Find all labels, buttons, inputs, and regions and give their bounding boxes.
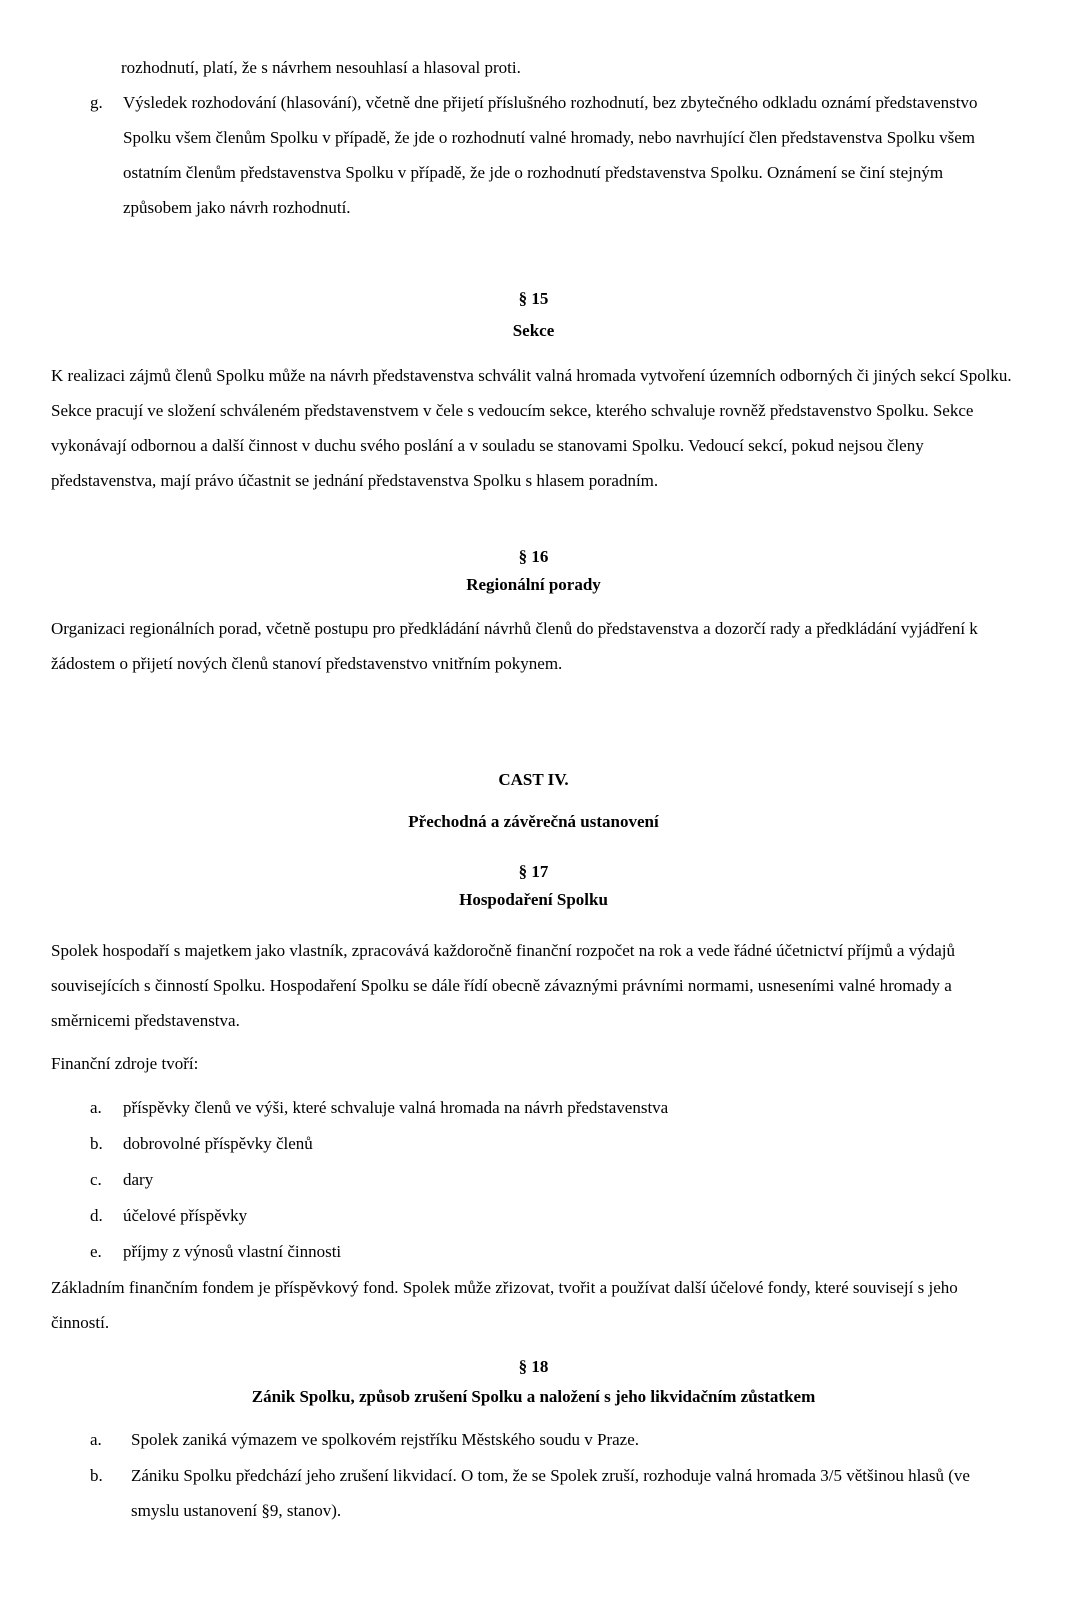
list-marker: a. [90,1430,102,1449]
section-number-17: § 17 [518,862,549,881]
list-item-text: Zániku Spolku předchází jeho zrušení likvidací. O tom, že se Spolek zruší, rozhoduje valná hromada 3/5 většinou hlasů (ve smyslu ustanovení §9, stanov). [131,1466,970,1520]
dissolution-list [51,1422,1016,1528]
section-title-16: Regionální porady [466,575,601,594]
list-item-text: dary [123,1170,154,1189]
list-marker: c. [90,1170,102,1189]
section-title-17: Hospodaření Spolku [459,890,608,909]
list-marker: e. [90,1242,102,1261]
list-item-text: dobrovolné příspěvky členů [123,1134,313,1153]
list-marker: a. [90,1098,102,1117]
list-marker: d. [90,1206,103,1225]
list-item-text: Spolek zaniká výmazem ve spolkovém rejstříku Městského soudu v Praze. [131,1430,639,1449]
part-4-title: CAST IV. [498,770,569,789]
section-number-18: § 18 [518,1357,549,1376]
paragraph-continuation: rozhodnutí, platí, že s návrhem nesouhlasí a hlasoval proti. [121,58,521,77]
section-title-15: Sekce [512,321,555,340]
list-item [90,1422,1016,1457]
list-item [90,1458,1016,1528]
section-title-18: Zánik Spolku, způsob zrušení Spolku a naložení s jeho likvidačním zůstatkem [251,1387,816,1406]
section-16-body: Organizaci regionálních porad, včetně postupu pro předkládání návrhů členů do představenstva a dozorčí rady a předkládání vyjádření k žádostem o přijetí nových členů stanoví představenstvo vnitřním pokynem. [51,619,978,673]
list-item-text: příjmy z výnosů vlastní činnosti [123,1242,342,1261]
list-item-g [90,85,1016,225]
list-item [90,1198,1016,1233]
list-marker: b. [90,1134,103,1153]
list-marker: b. [90,1466,103,1485]
list-item [90,1162,1016,1197]
section-number-15: § 15 [518,289,549,308]
finance-list [51,1090,1016,1269]
list-item [90,1234,1016,1269]
list-item-text: účelové příspěvky [123,1206,248,1225]
list-item-text: Výsledek rozhodování (hlasování), včetně dne přijetí příslušného rozhodnutí, bez zbytečného odkladu oznámí představenstvo Spolku všem členům Spolku v případě, že jde o rozhodnutí valné hromady, nebo navrhující člen představenstva Spolku všem ostatním členům představenstva Spolku v případě, že jde o rozhodnutí představenstva Spolku. Oznámení se činí stejným způsobem jako návrh rozhodnutí. [123,93,978,217]
list-marker: g. [90,93,103,112]
finance-intro: Finanční zdroje tvoří: [51,1054,199,1073]
funds-note: Základním finančním fondem je příspěvkový fond. Spolek může zřizovat, tvořit a používat další účelové fondy, které souvisejí s jeho činností. [51,1278,958,1332]
section-17-body: Spolek hospodaří s majetkem jako vlastník, zpracovává každoročně finanční rozpočet na rok a vede řádné účetnictví příjmů a výdajů souvisejících s činností Spolku. Hospodaření Spolku se dále řídí obecně závaznými právními normami, usneseními valné hromady a směrnicemi představenstva. [51,941,955,1030]
section-15-body: K realizaci zájmů členů Spolku může na návrh představenstva schválit valná hromada vytvoření územních odborných či jiných sekcí Spolku. Sekce pracují ve složení schváleném představenstvem v čele s vedoucím sekce, kterého schvaluje rovněž představenstvo Spolku. Sekce vykonávají odbornou a další činnost v duchu svého poslání a v souladu se stanovami Spolku. Vedoucí sekcí, pokud nejsou členy představenstva, mají právo účastnit se jednání představenstva Spolku s hlasem poradním. [51,366,1012,490]
list-item [90,1126,1016,1161]
list-item [90,1090,1016,1125]
part-4-subtitle: Přechodná a závěrečná ustanovení [408,812,659,831]
list-item-text: příspěvky členů ve výši, které schvaluje valná hromada na návrh představenstva [123,1098,669,1117]
section-number-16: § 16 [518,547,549,566]
